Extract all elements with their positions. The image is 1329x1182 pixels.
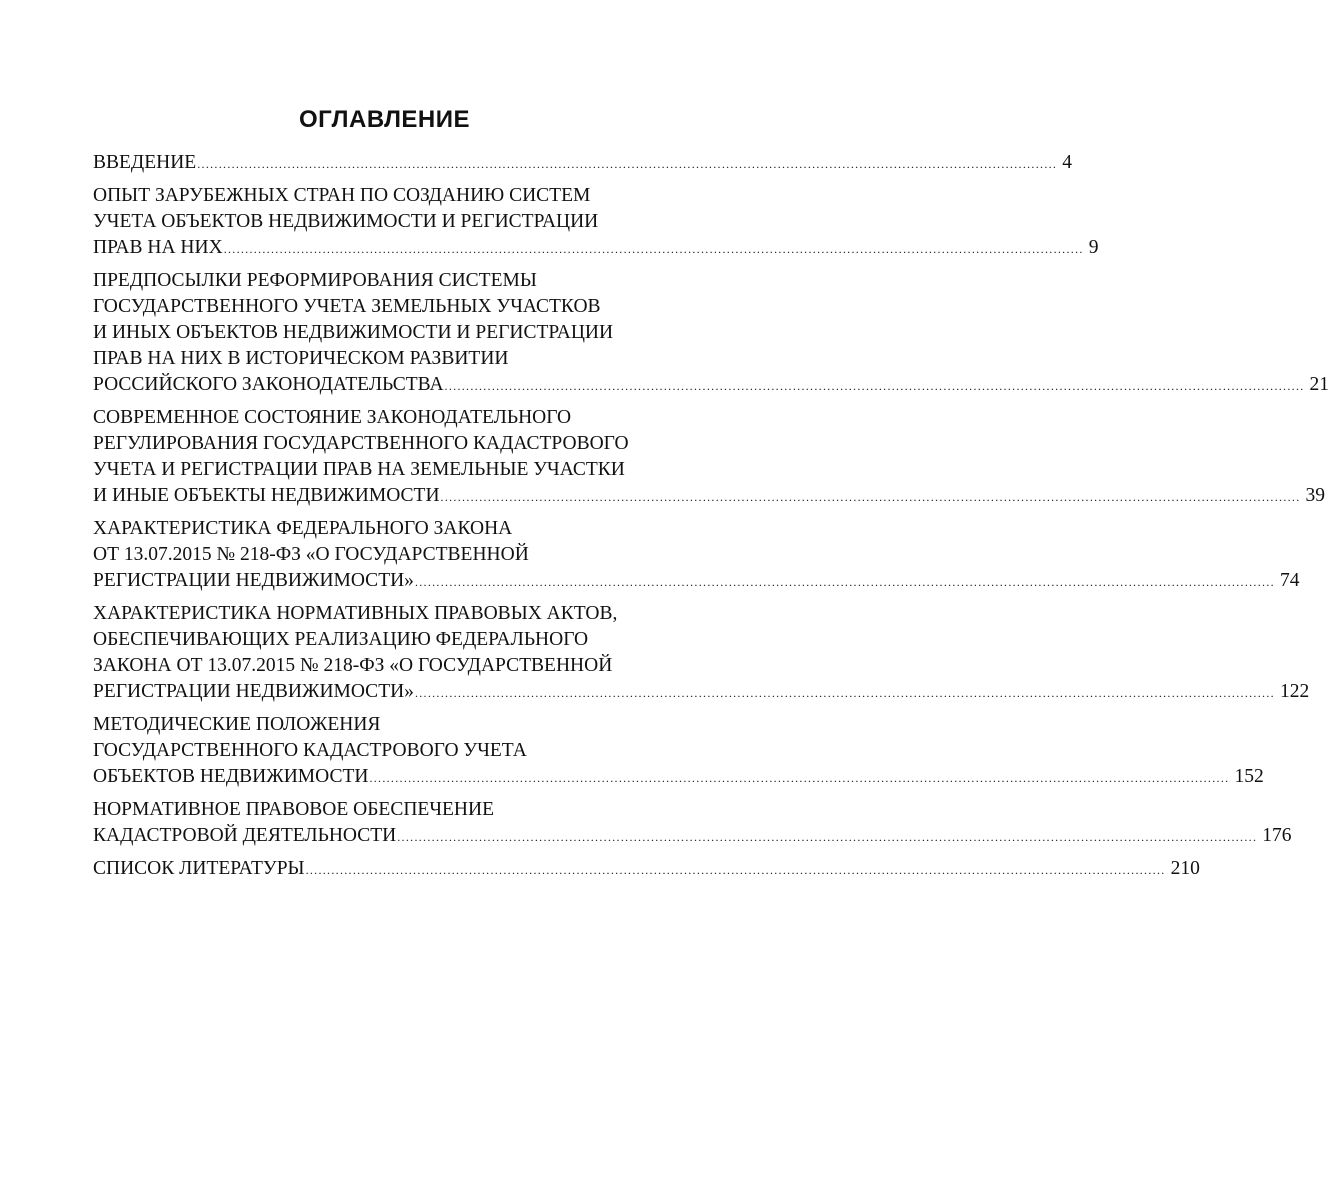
toc-entry-title-end: СПИСОК ЛИТЕРАТУРЫ <box>93 858 305 879</box>
toc-entry-last-line <box>93 235 1099 262</box>
toc-entry[interactable] <box>93 150 1072 177</box>
toc-entry-last-line <box>93 856 1200 883</box>
dot-leader: ........................................................................................................................................................................................................ <box>414 686 1275 700</box>
toc-entry[interactable] <box>93 856 1200 883</box>
toc-entry-line: ГОСУДАРСТВЕННОГО УЧЕТА ЗЕМЕЛЬНЫХ УЧАСТКОВ <box>93 296 601 317</box>
toc-entry-title-end: ОБЪЕКТОВ НЕДВИЖИМОСТИ <box>93 766 369 787</box>
toc-entry-line: ЗАКОНА ОТ 13.07.2015 № 218-ФЗ «О ГОСУДАРСТВЕННОЙ <box>93 655 613 676</box>
toc-entry[interactable] <box>93 797 1292 850</box>
toc-entry[interactable] <box>93 516 1300 595</box>
toc-entry-line: НОРМАТИВНОЕ ПРАВОВОЕ ОБЕСПЕЧЕНИЕ <box>93 799 494 820</box>
toc-page-number: 152 <box>1234 766 1264 787</box>
toc-entry-line: ПРАВ НА НИХ В ИСТОРИЧЕСКОМ РАЗВИТИИ <box>93 348 509 369</box>
toc-page-number: 21 <box>1309 374 1329 395</box>
toc-entry-line: ХАРАКТЕРИСТИКА НОРМАТИВНЫХ ПРАВОВЫХ АКТОВ, <box>93 603 618 624</box>
toc-entry-line: И ИНЫХ ОБЪЕКТОВ НЕДВИЖИМОСТИ И РЕГИСТРАЦИИ <box>93 322 614 343</box>
toc-entry-line: ГОСУДАРСТВЕННОГО КАДАСТРОВОГО УЧЕТА <box>93 740 527 761</box>
toc-entry[interactable] <box>93 712 1264 791</box>
toc-entry-last-line <box>93 679 1310 706</box>
toc-page-number: 176 <box>1262 825 1292 846</box>
dot-leader: ........................................................................................................................................................................................................ <box>223 242 1084 256</box>
toc-page-number: 9 <box>1088 237 1099 258</box>
toc-entry-line: ХАРАКТЕРИСТИКА ФЕДЕРАЛЬНОГО ЗАКОНА <box>93 518 513 539</box>
toc-entry-last-line <box>93 150 1072 177</box>
page-title: ОГЛАВЛЕНИЕ <box>298 106 471 133</box>
toc-entry-line: ПРЕДПОСЫЛКИ РЕФОРМИРОВАНИЯ СИСТЕМЫ <box>93 270 537 291</box>
toc-entry-line: УЧЕТА ОБЪЕКТОВ НЕДВИЖИМОСТИ И РЕГИСТРАЦИИ <box>93 211 599 232</box>
toc-entry-line: РЕГУЛИРОВАНИЯ ГОСУДАРСТВЕННОГО КАДАСТРОВОГО <box>93 433 629 454</box>
toc-entry-title-end: И ИНЫЕ ОБЪЕКТЫ НЕДВИЖИМОСТИ <box>93 485 440 506</box>
toc-entry-title-end: КАДАСТРОВОЙ ДЕЯТЕЛЬНОСТИ <box>93 825 397 846</box>
table-of-contents <box>93 150 1329 889</box>
dot-leader: ........................................................................................................................................................................................................ <box>197 157 1058 171</box>
dot-leader: ........................................................................................................................................................................................................ <box>369 771 1230 785</box>
toc-entry-last-line <box>93 823 1292 850</box>
toc-page-number: 210 <box>1170 858 1200 879</box>
toc-entry-last-line <box>93 372 1329 399</box>
dot-leader: ........................................................................................................................................................................................................ <box>397 830 1258 844</box>
toc-entry-line: УЧЕТА И РЕГИСТРАЦИИ ПРАВ НА ЗЕМЕЛЬНЫЕ УЧАСТКИ <box>93 459 625 480</box>
toc-entry-title-end: ВВЕДЕНИЕ <box>93 152 197 173</box>
toc-entry-line: ОПЫТ ЗАРУБЕЖНЫХ СТРАН ПО СОЗДАНИЮ СИСТЕМ <box>93 185 591 206</box>
toc-entry[interactable] <box>93 183 1099 262</box>
toc-entry-last-line <box>93 764 1264 791</box>
dot-leader: ........................................................................................................................................................................................................ <box>305 863 1166 877</box>
dot-leader: ........................................................................................................................................................................................................ <box>414 575 1275 589</box>
toc-entry-title-end: РЕГИСТРАЦИИ НЕДВИЖИМОСТИ» <box>93 681 414 702</box>
toc-entry-title-end: РЕГИСТРАЦИИ НЕДВИЖИМОСТИ» <box>93 570 414 591</box>
toc-page-number: 74 <box>1279 570 1300 591</box>
toc-page-number: 122 <box>1279 681 1310 702</box>
toc-entry-line: СОВРЕМЕННОЕ СОСТОЯНИЕ ЗАКОНОДАТЕЛЬНОГО <box>93 407 572 428</box>
toc-page-number: 4 <box>1062 152 1072 173</box>
dot-leader: ........................................................................................................................................................................................................ <box>440 490 1301 504</box>
toc-entry[interactable] <box>93 601 1310 706</box>
toc-page-number: 39 <box>1305 485 1326 506</box>
toc-entry-line: ОБЕСПЕЧИВАЮЩИХ РЕАЛИЗАЦИЮ ФЕДЕРАЛЬНОГО <box>93 629 589 650</box>
toc-entry[interactable] <box>93 405 1326 510</box>
dot-leader: ........................................................................................................................................................................................................ <box>444 379 1305 393</box>
toc-entry-last-line <box>93 483 1326 510</box>
toc-entry[interactable] <box>93 268 1329 399</box>
toc-entry-title-end: РОССИЙСКОГО ЗАКОНОДАТЕЛЬСТВА <box>93 374 444 395</box>
toc-entry-last-line <box>93 568 1300 595</box>
toc-entry-line: ОТ 13.07.2015 № 218-ФЗ «О ГОСУДАРСТВЕННОЙ <box>93 544 529 565</box>
toc-entry-line: МЕТОДИЧЕСКИЕ ПОЛОЖЕНИЯ <box>93 714 381 735</box>
toc-entry-title-end: ПРАВ НА НИХ <box>93 237 223 258</box>
